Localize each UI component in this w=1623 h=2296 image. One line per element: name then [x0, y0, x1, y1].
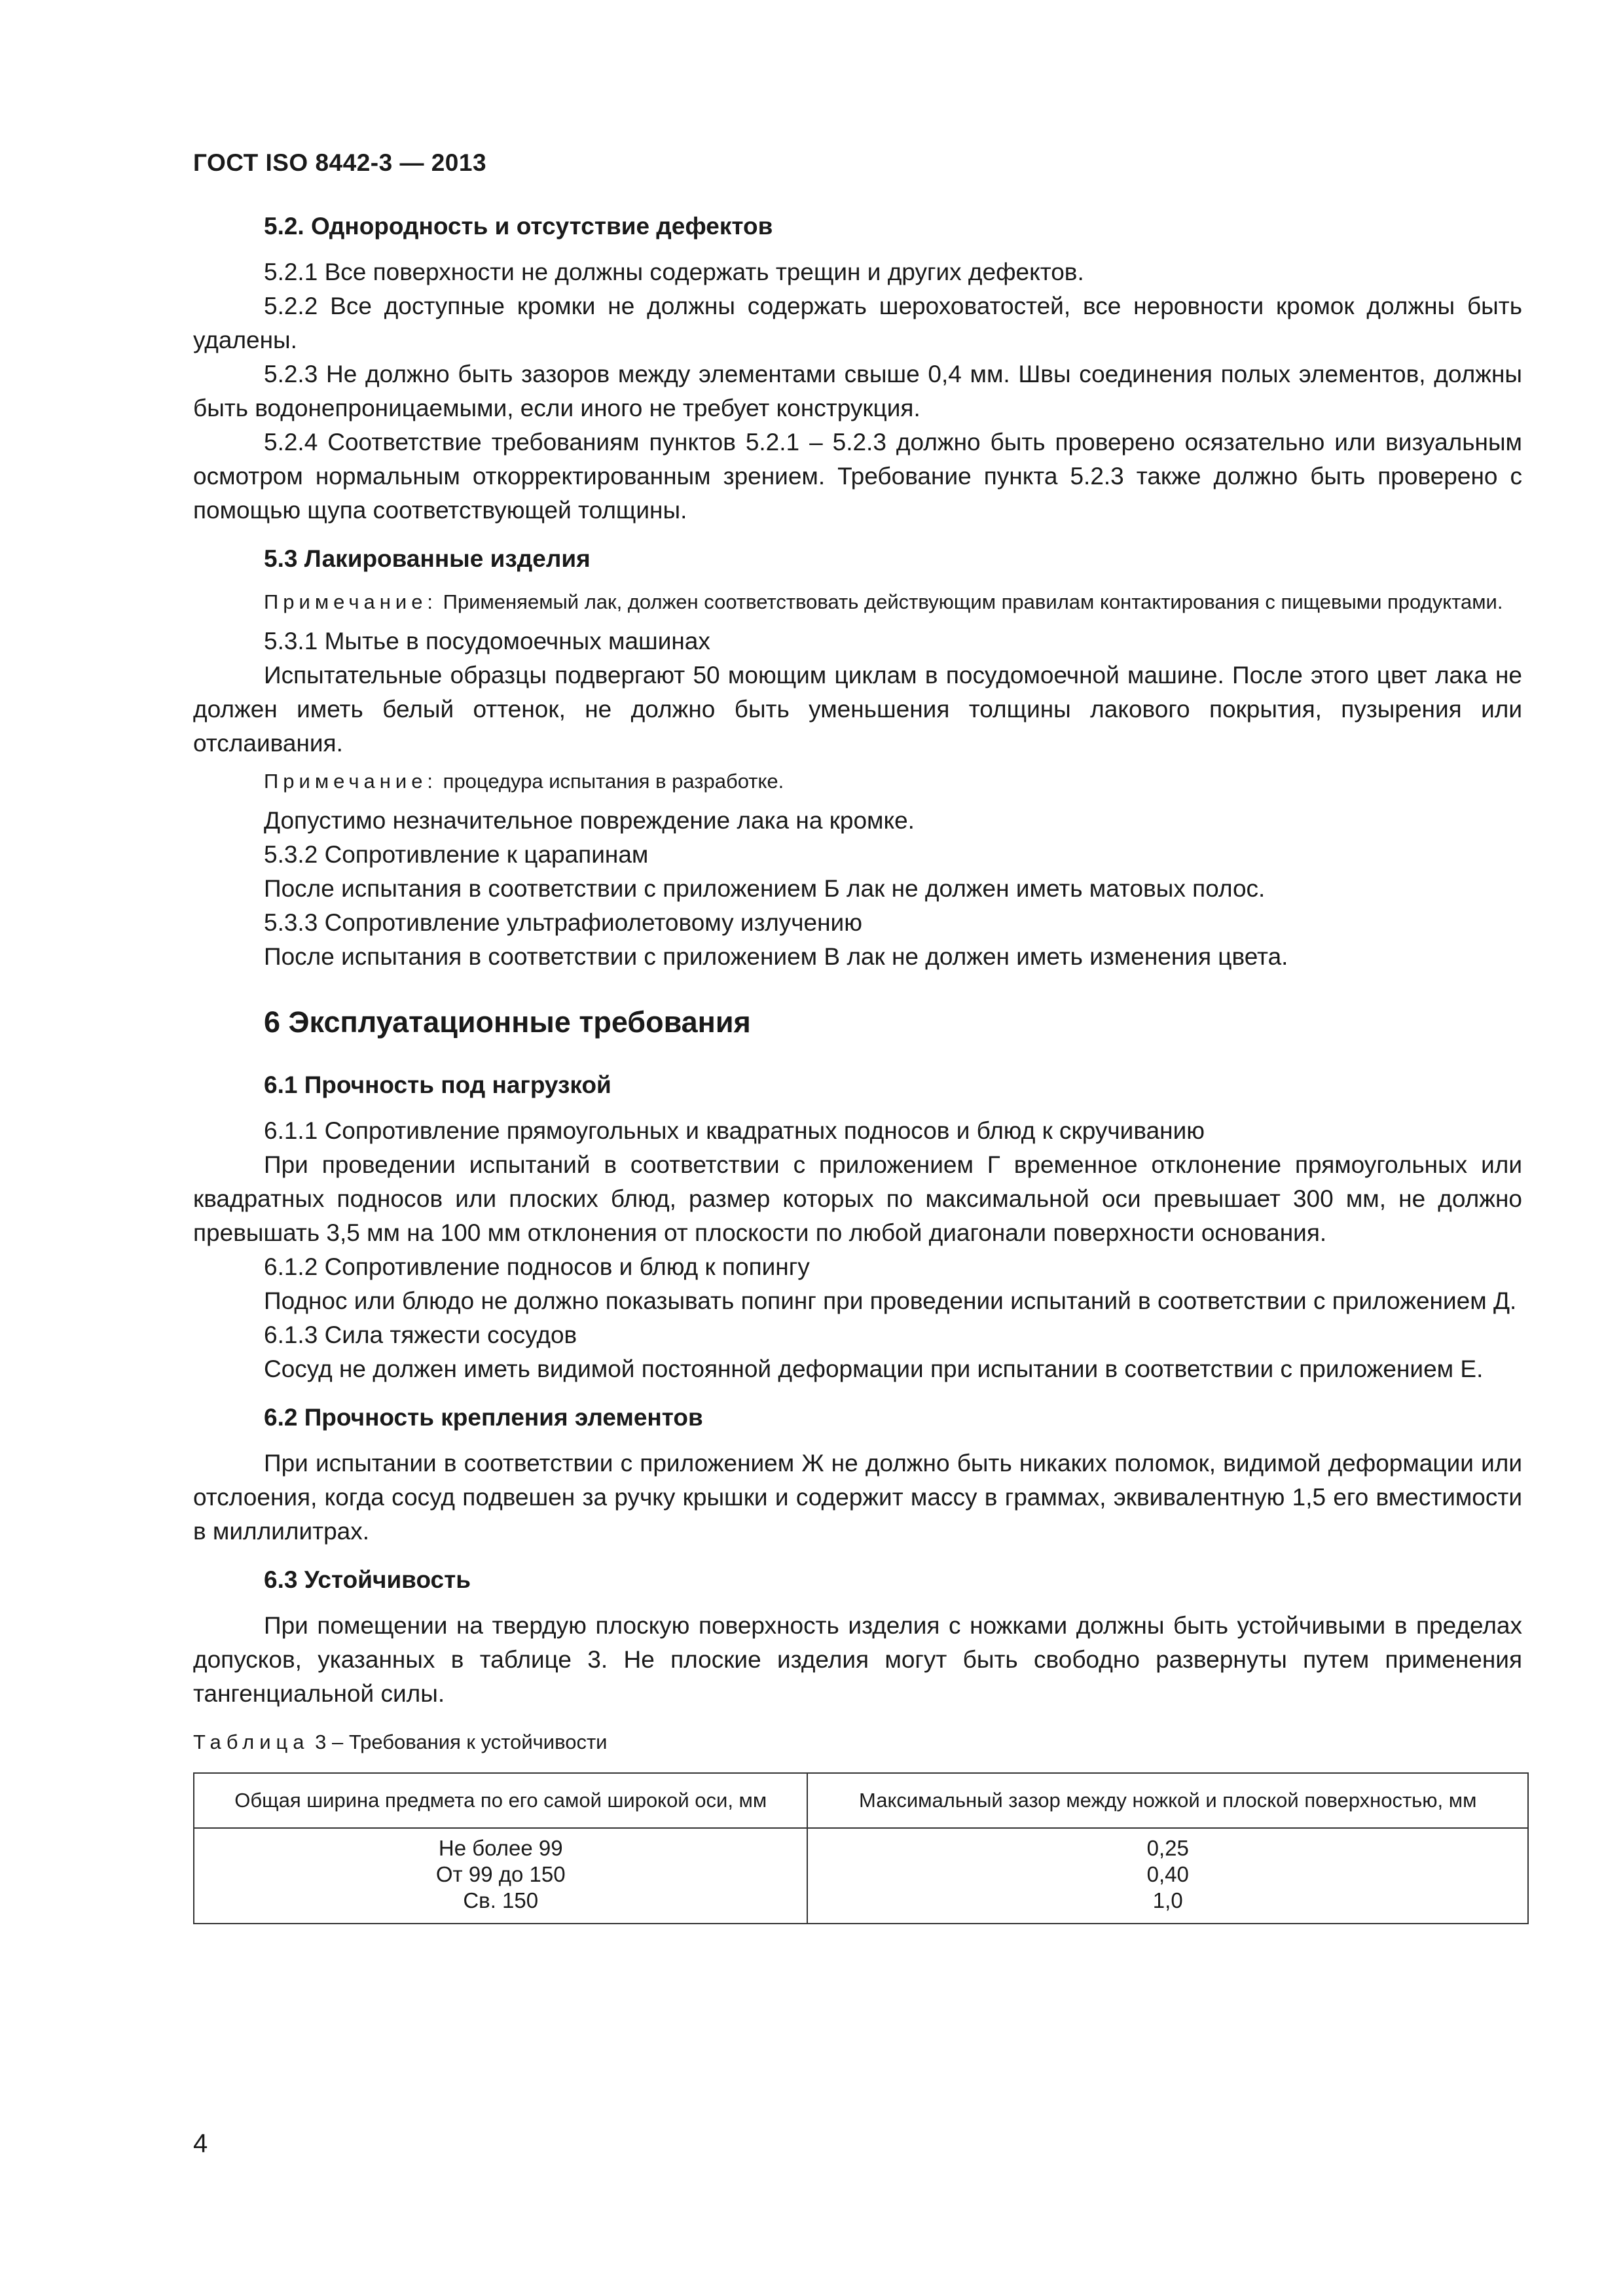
width-value: Не более 99 — [438, 1836, 563, 1860]
gap-value: 0,40 — [1146, 1862, 1189, 1886]
gap-value: 1,0 — [1152, 1888, 1183, 1912]
section-6-1-title: 6.1 Прочность под нагрузкой — [264, 1071, 611, 1098]
paragraph-6-1-1-text: При проведении испытаний в соответствии с приложением Г временное отклонение прямоугольных или квадратных подносов или плоских блюд, размер которых по максимальной оси превышает 300 мм, не должно превышать 3,5 мм на 100 мм отклонения от плоскости по любой диагонали поверхности основания. — [193, 1151, 1522, 1246]
paragraph-damage: Допустимо незначительное повреждение лака на кромке. — [264, 807, 915, 834]
table-cell-width — [194, 1828, 807, 1924]
paragraph-6-1-1-title: 6.1.1 Сопротивление прямоугольных и квадратных подносов и блюд к скручиванию — [264, 1117, 1205, 1144]
page-content — [193, 209, 1522, 1924]
paragraph-6-1-2-title: 6.1.2 Сопротивление подносов и блюд к попингу — [264, 1253, 810, 1280]
paragraph-6-2-text: При испытании в соответствии с приложением Ж не должно быть никаких поломок, видимой деформации или отслоения, когда сосуд подвешен за ручку крышки и содержит массу в граммах, эквивалентную 1,5 его вместимости в миллилитрах. — [193, 1450, 1522, 1545]
paragraph-5-3-3-text: После испытания в соответствии с приложением В лак не должен иметь изменения цвета. — [264, 943, 1288, 970]
paragraph-6-1-3-text: Сосуд не должен иметь видимой постоянной деформации при испытании в соответствии с приложением Е. — [264, 1355, 1484, 1382]
section-6-3-title: 6.3 Устойчивость — [264, 1566, 471, 1593]
note-label: Примечание: — [264, 770, 438, 793]
table-caption-label: Таблица — [193, 1731, 310, 1753]
table-caption — [193, 1728, 1522, 1757]
paragraph-6-1-3-title: 6.1.3 Сила тяжести сосудов — [264, 1321, 577, 1348]
width-value: Св. 150 — [463, 1888, 539, 1912]
section-5-3-title: 5.3 Лакированные изделия — [264, 545, 591, 572]
paragraph-5-3-1-title: 5.3.1 Мытье в посудомоечных машинах — [264, 628, 710, 655]
paragraph-5-3-1-text: Испытательные образцы подвергают 50 моющим циклам в посудомоечной машине. После этого цвет лака не должен иметь белый оттенок, не должно быть уменьшения толщины лакового покрытия, пузырения или отслаивания. — [193, 662, 1522, 757]
paragraph-5-3-3-title: 5.3.3 Сопротивление ультрафиолетовому излучению — [264, 909, 862, 936]
section-6-title: 6 Эксплуатационные требования — [264, 1005, 751, 1039]
paragraph-5-3-2-title: 5.3.2 Сопротивление к царапинам — [264, 841, 649, 868]
note-varnish — [193, 588, 1522, 617]
note-procedure — [193, 767, 1522, 796]
table-caption-text: 3 – Требования к устойчивости — [309, 1731, 608, 1753]
note-label: Примечание: — [264, 590, 438, 613]
table-header-row — [194, 1773, 1528, 1828]
note-text: процедура испытания в разработке. — [437, 770, 784, 793]
paragraph-6-1-2-text: Поднос или блюдо не должно показывать попинг при проведении испытаний в соответствии с приложением Д. — [264, 1287, 1517, 1314]
section-6-2-title: 6.2 Прочность крепления элементов — [264, 1404, 703, 1431]
standard-header: ГОСТ ISO 8442-3 — 2013 — [193, 149, 487, 176]
paragraph-5-2-3: 5.2.3 Не должно быть зазоров между элементами свыше 0,4 мм. Швы соединения полых элементов, должны быть водонепроницаемыми, если иного не требует конструкция. — [193, 361, 1522, 422]
paragraph-6-3-text: При помещении на твердую плоскую поверхность изделия с ножками должны быть устойчивыми в пределах допусков, указанных в таблице 3. Не плоские изделия могут быть свободно развернуты путем применения тангенциальной силы. — [193, 1612, 1522, 1707]
page-number: 4 — [193, 2129, 208, 2158]
paragraph-5-3-2-text: После испытания в соответствии с приложением Б лак не должен иметь матовых полос. — [264, 875, 1266, 902]
stability-table — [193, 1772, 1529, 1924]
width-value: От 99 до 150 — [435, 1862, 566, 1886]
section-5-2-title: 5.2. Однородность и отсутствие дефектов — [264, 213, 773, 240]
paragraph-5-2-4: 5.2.4 Соответствие требованиям пунктов 5.2.1 – 5.2.3 должно быть проверено осязательно или визуальным осмотром нормальным откорректированным зрением. Требование пункта 5.2.3 также должно быть проверено с помощью щупа соответствующей толщины. — [193, 429, 1522, 524]
paragraph-5-2-1: 5.2.1 Все поверхности не должны содержать трещин и других дефектов. — [264, 259, 1084, 285]
table-row — [194, 1828, 1528, 1924]
table-header-gap: Максимальный зазор между ножкой и плоской поверхностью, мм — [807, 1773, 1528, 1828]
table-cell-gap — [807, 1828, 1528, 1924]
paragraph-5-2-2: 5.2.2 Все доступные кромки не должны содержать шероховатостей, все неровности кромок должны быть удалены. — [193, 293, 1522, 353]
note-text: Применяемый лак, должен соответствовать действующим правилам контактирования с пищевыми продуктами. — [437, 590, 1503, 613]
gap-value: 0,25 — [1146, 1836, 1189, 1860]
table-header-width: Общая ширина предмета по его самой широкой оси, мм — [194, 1773, 807, 1828]
